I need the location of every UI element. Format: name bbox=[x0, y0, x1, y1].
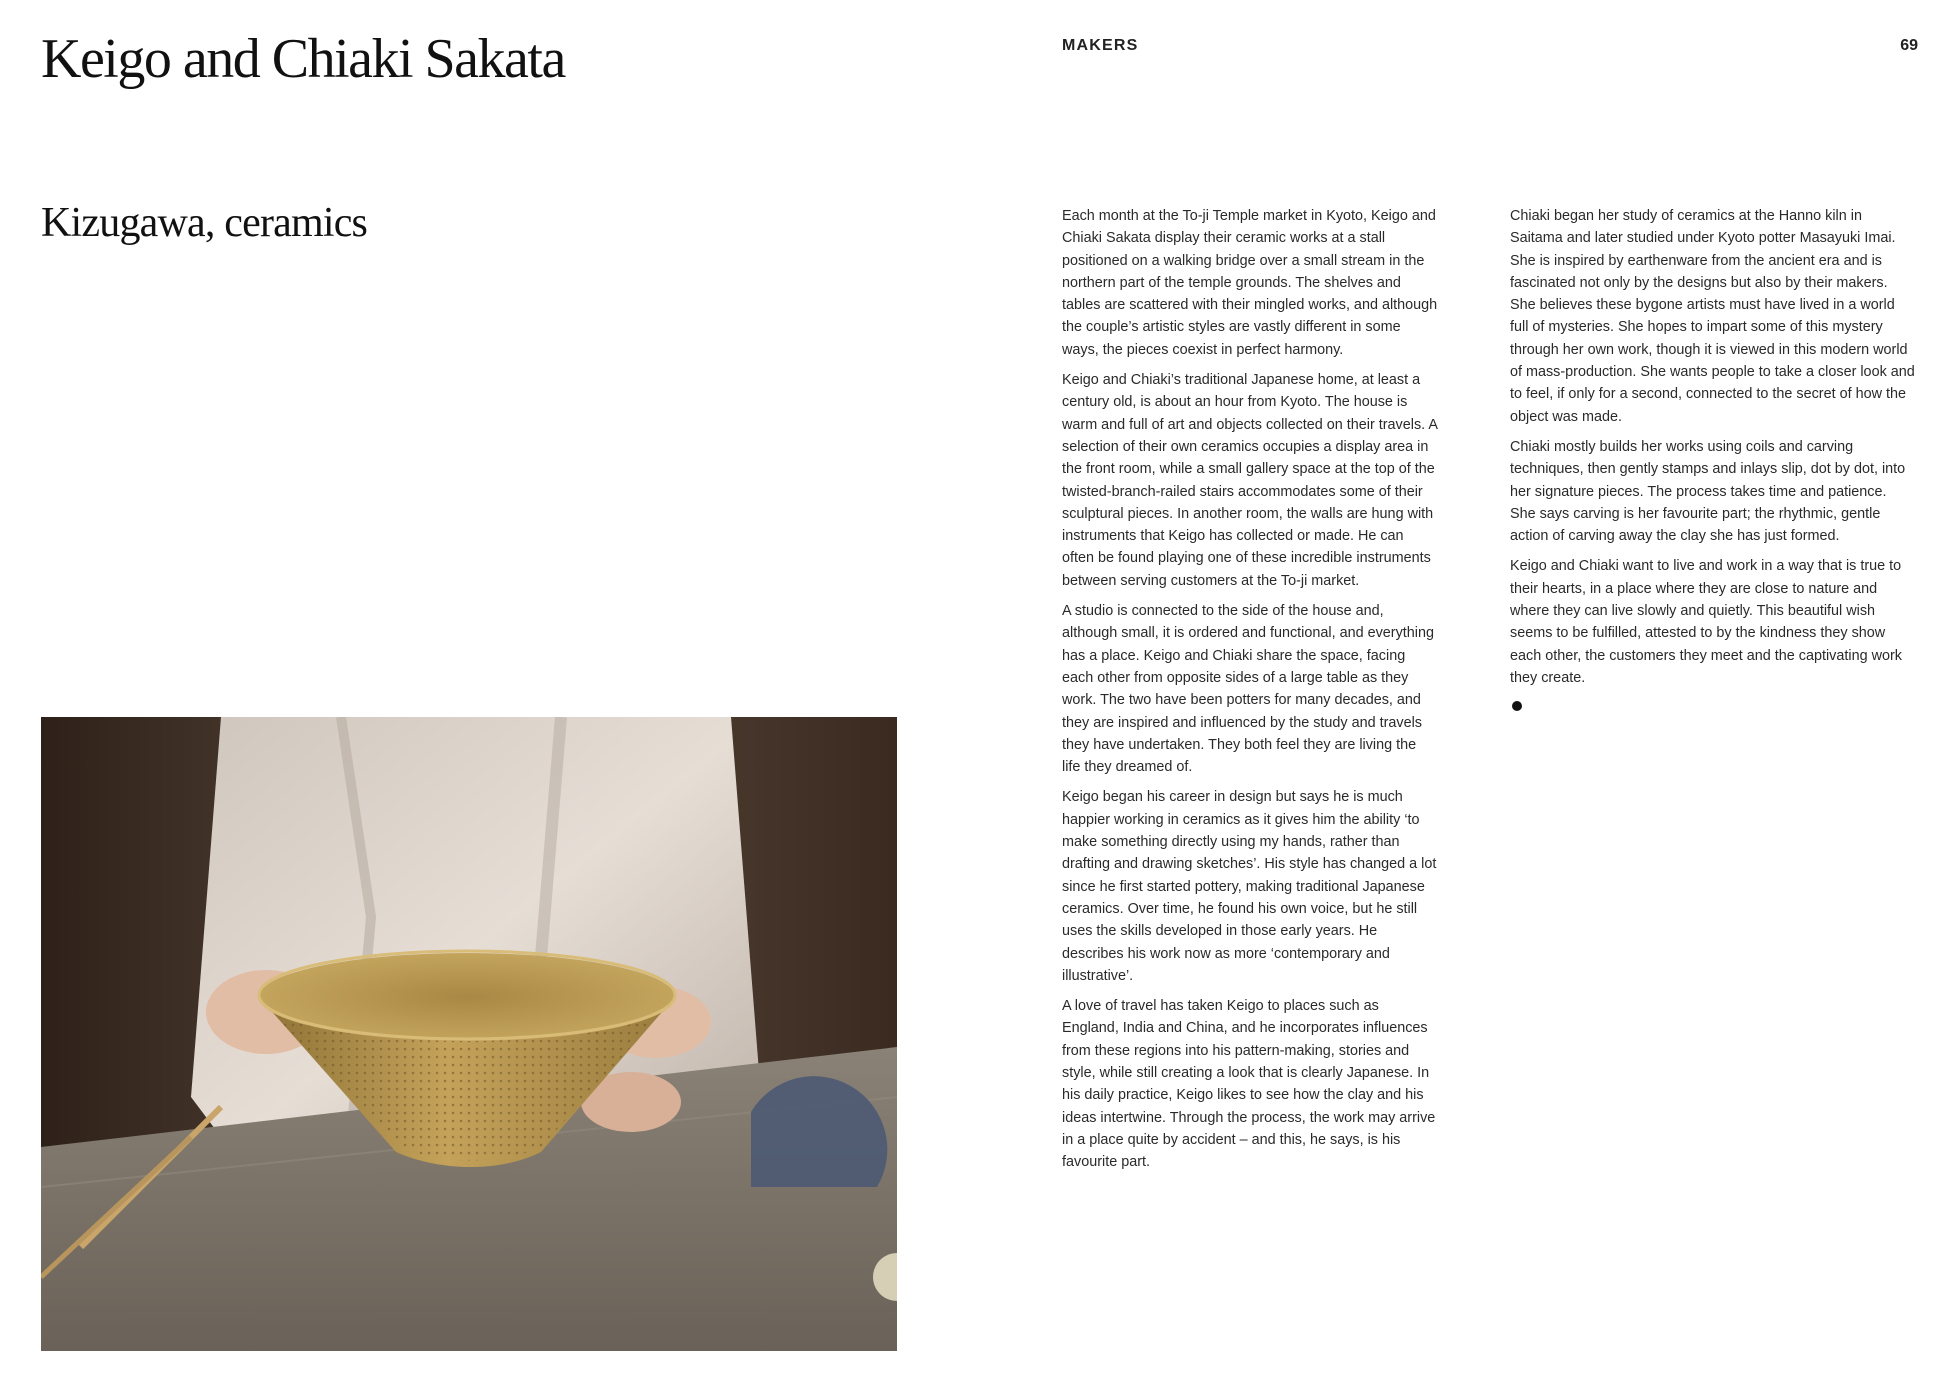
paragraph: Keigo and Chiaki want to live and work in a way that is true to their hearts, in a place where they are close to nature and where they can live slowly and quietly. This beautiful wish seems to be fulfilled, attested to by the kindness they show each other, the customers they meet and the captivating work they create. bbox=[1510, 558, 1902, 686]
paragraph: Each month at the To-ji Temple market in Kyoto, Keigo and Chiaki Sakata display their ceramic works at a stall positioned on a walking bridge over a small stream in the northern part of the temple grounds. The shelves and tables are scattered with their mingled works, and although the couple’s artistic styles are vastly different in some ways, the pieces coexist in perfect harmony. bbox=[1062, 208, 1438, 358]
article-subtitle: Kizugawa, ceramics bbox=[41, 200, 368, 246]
article-title: Keigo and Chiaki Sakata bbox=[41, 28, 565, 90]
section-label: MAKERS bbox=[1062, 37, 1139, 54]
end-of-article-dot bbox=[1512, 701, 1522, 711]
paragraph: Chiaki began her study of ceramics at the Hanno kiln in Saitama and later studied under Kyoto potter Masayuki Imai. She is inspired by earthenware from the ancient era and is fascinated not only by the designs but also by their makers. She believes these bygone artists must have lived in a world full of mysteries. She hopes to impart some of this mystery through her own work, though it is viewed in this modern world of mass-production. She wants people to take a closer look and to feel, if only for a second, connected to the secret of how the object was made. bbox=[1510, 208, 1915, 425]
paragraph: Keigo began his career in design but says he is much happier working in ceramics as it gives him the ability ‘to make something directly using my hands, rather than drafting and drawing sketches’. His style has changed a lot since he first started pottery, making traditional Japanese ceramics. Over time, he found his own voice, but he still uses the skills developed in those early years. He describes his work now as more ‘contemporary and illustrative’. bbox=[1062, 789, 1437, 984]
bowl-photo-illustration bbox=[41, 717, 897, 1351]
paragraph: Keigo and Chiaki’s traditional Japanese home, at least a century old, is about an hour from Kyoto. The house is warm and full of art and objects collected on their travels. A selection of their own ceramics occupies a display area in the front room, while a small gallery space at the top of the twisted-branch-railed stairs accommodates some of their sculptural pieces. In another room, the walls are hung with instruments that Keigo has collected or made. He can often be found playing one of these incredible instruments between serving customers at the To-ji market. bbox=[1062, 372, 1438, 589]
article-column-2 bbox=[1510, 205, 1915, 711]
paragraph: A love of travel has taken Keigo to places such as England, India and China, and he incorporates influences from these regions into his pattern-making, stories and style, while still creating a look that is clearly Japanese. In his daily practice, Keigo likes to see how the clay and his ideas intertwine. Through the process, the work may arrive in a place quite by accident – and this, he says, is his favourite part. bbox=[1062, 998, 1436, 1171]
article-column-1 bbox=[1062, 205, 1438, 1181]
bowl-photo bbox=[41, 717, 897, 1351]
page-number: 69 bbox=[1900, 37, 1918, 54]
paragraph: Chiaki mostly builds her works using coils and carving techniques, then gently stamps and inlays slip, dot by dot, into her signature pieces. The process takes time and patience. She says carving is her favourite part; the rhythmic, gentle action of carving away the clay she has just formed. bbox=[1510, 438, 1906, 545]
paragraph: A studio is connected to the side of the house and, although small, it is ordered and functional, and everything has a place. Keigo and Chiaki share the space, facing each other from opposite sides of a large table as they work. The two have been potters for many decades, and they are inspired and influenced by the study and travels they have undertaken. They both feel they are living the life they dreamed of. bbox=[1062, 603, 1434, 776]
